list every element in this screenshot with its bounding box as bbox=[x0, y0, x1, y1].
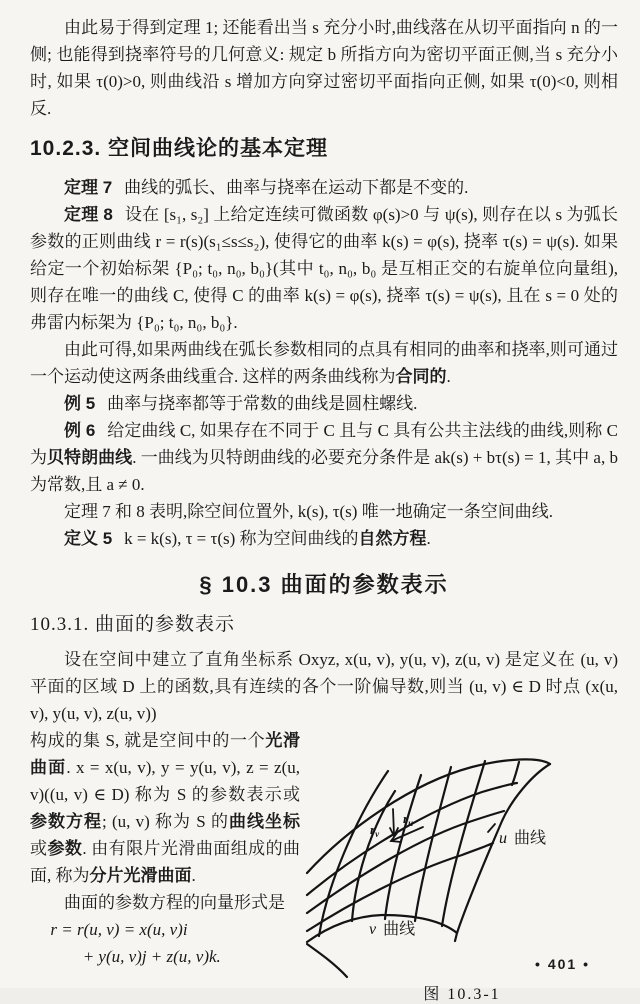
paragraph-thm78-remark bbox=[30, 498, 618, 525]
stray-mesh-line bbox=[307, 944, 347, 977]
v-curve-label-var: v bbox=[369, 921, 377, 938]
ru-label-sub: u bbox=[408, 818, 414, 828]
rv-label-sub: v bbox=[375, 829, 380, 839]
page-number-text: • 401 • bbox=[535, 956, 590, 972]
text-run: 由此易于得到定理 1; 还能看出当 s 充分小时,曲线落在从切平面指向 n 的一侧; 也能得到挠率符号的几何意义: 规定 b 所指方向为密切平面正侧,当 s 充分小时, 如果 τ(0)>0, 则曲线沿 s 增加方向穿过密切平面指向正侧, 如果 τ(0)<0, 则相反. bbox=[30, 18, 618, 118]
v-curve-label-text: 曲线 bbox=[383, 921, 416, 938]
bold-term-parameters: 参数 bbox=[47, 839, 83, 858]
definition-5-label: 定义 5 bbox=[64, 529, 113, 548]
ru-label-base: r bbox=[403, 811, 409, 826]
section-heading-1031 bbox=[30, 609, 618, 636]
u-curve-label-var: u bbox=[499, 830, 507, 847]
bold-term-bertrand: 贝特朗曲线 bbox=[47, 448, 133, 467]
bold-term-smooth-surface: 光滑曲面 bbox=[30, 731, 300, 777]
ru-label bbox=[403, 811, 413, 828]
theorem-7-label: 定理 7 bbox=[64, 178, 113, 197]
text-run: 由此可得,如果两曲线在弧长参数相同的点具有相同的曲率和挠率,则可通过一个运动使这两条曲线重合. 这样的两条曲线称为 bbox=[30, 340, 618, 386]
rv-label-base: r bbox=[370, 822, 376, 837]
caption-text: 图 10.3-1 bbox=[423, 986, 501, 1003]
paragraph-intro bbox=[30, 14, 618, 122]
theorem-7 bbox=[30, 174, 618, 201]
paragraph-setup bbox=[30, 646, 618, 727]
theorem-8-label: 定理 8 bbox=[64, 205, 113, 224]
formula-text: r = r(u, v) = x(u, v)i bbox=[50, 920, 188, 939]
example-6 bbox=[30, 417, 618, 498]
heading-text: 10.3.1. 曲面的参数表示 bbox=[30, 614, 236, 635]
rv-arrow bbox=[393, 809, 394, 835]
surface-mesh bbox=[307, 759, 550, 977]
text-run: . bbox=[426, 529, 431, 548]
figure-caption bbox=[306, 981, 618, 1004]
example-5-label: 例 5 bbox=[64, 394, 96, 413]
text-run: 或 bbox=[30, 839, 48, 858]
heading-text: § 10.3 曲面的参数表示 bbox=[199, 572, 449, 597]
text-run: ; (u, v) 称为 S 的 bbox=[102, 812, 229, 831]
text-run: 设在空间中建立了直角坐标系 Oxyz, x(u, v), y(u, v), z(u, v) 是定义在 (u, v) 平面的区域 D 上的函数,具有连续的各个一阶偏导数,则当 (u, v) ∈ D 时点 (x(u, v), y(u, v), z(u, v)) bbox=[30, 650, 618, 723]
page-number bbox=[535, 956, 590, 972]
v-curve bbox=[442, 761, 485, 926]
u-curve-label bbox=[499, 829, 546, 847]
theorem-8 bbox=[30, 201, 618, 336]
text-run: . bbox=[446, 367, 451, 386]
text-run: 曲线的弧长、曲率与挠率在运动下都是不变的. bbox=[124, 178, 469, 197]
paragraph-congruent bbox=[30, 336, 618, 390]
text-run: . x = x(u, v), y = y(u, v), z = z(u, v)((u, v) ∈ D) 称为 S 的参数表示或 bbox=[30, 758, 300, 804]
definition-5 bbox=[30, 525, 618, 552]
u-curve bbox=[307, 843, 493, 931]
text-run: . 由有限片光滑曲面组成的曲面, 称为 bbox=[30, 839, 301, 885]
text-run: 构成的集 S, 就是空间中的一个 bbox=[30, 731, 266, 750]
figure-labels bbox=[369, 811, 546, 938]
example-6-label: 例 6 bbox=[64, 421, 96, 440]
bold-term-natural-equation: 自然方程 bbox=[358, 529, 427, 548]
v-curve bbox=[512, 762, 519, 785]
text-run: . bbox=[191, 866, 196, 885]
surface-bottom-edge bbox=[307, 915, 457, 942]
heading-text: 10.2.3. 空间曲线论的基本定理 bbox=[30, 137, 329, 160]
v-curve bbox=[415, 767, 451, 921]
surface-mesh-figure bbox=[306, 731, 618, 979]
label-tick bbox=[488, 824, 495, 832]
formula-text: + y(u, v)j + z(u, v)k. bbox=[82, 947, 221, 966]
text-run: . 一曲线为贝特朗曲线的必要充分条件是 ak(s) + bτ(s) = 1, 其中 a, b 为常数,且 a ≠ 0. bbox=[30, 448, 618, 494]
text-run: 定理 7 和 8 表明,除空间位置外, k(s), τ(s) 唯一地确定一条空间曲线. bbox=[64, 502, 553, 521]
text-run: 给定曲线 C, 如果存在不同于 C 且与 C 具有公共主法线的曲线,则称 C 为 bbox=[30, 421, 618, 467]
bold-term-parametric-equation: 参数方程 bbox=[30, 812, 102, 831]
section-heading-1023 bbox=[30, 132, 618, 162]
example-5 bbox=[30, 390, 618, 417]
bold-term-piecewise-smooth: 分片光滑曲面 bbox=[89, 866, 192, 885]
bold-term-curvilinear-coordinates: 曲线坐标 bbox=[229, 812, 300, 831]
rv-label bbox=[370, 822, 380, 839]
text-run: k = k(s), τ = τ(s) 称为空间曲线的 bbox=[124, 529, 359, 548]
text-run: 曲率与挠率都等于常数的曲线是圆柱螺线. bbox=[107, 394, 418, 413]
v-curve-label bbox=[369, 920, 415, 938]
text-run: 设在 [s₁, s₂] 上给定连续可微函数 φ(s)>0 与 ψ(s), 则存在以 s 为弧长参数的正则曲线 r = r(s)(s₁≤s≤s₂), 使得它的曲率 k(s) = φ(s), 挠率 τ(s) = ψ(s). 如果给定一个初始标架 {P₀; t₀, n₀, b₀}(其中 t₀, n₀, b₀ 是互相正交的右旋单位向量组),则存在唯一的曲线 C, 使得 C 的曲率 k(s) = φ(s), 挠率 τ(s) = ψ(s), 且在 s = 0 处的弗雷内标架为 {P₀; t₀, n₀, b₀}. bbox=[30, 205, 618, 332]
text-run: 曲面的参数方程的向量形式是 bbox=[64, 893, 285, 912]
u-curve-label-text: 曲线 bbox=[514, 830, 547, 847]
bold-term-congruent: 合同的 bbox=[395, 367, 447, 386]
section-heading-103 bbox=[30, 568, 618, 599]
